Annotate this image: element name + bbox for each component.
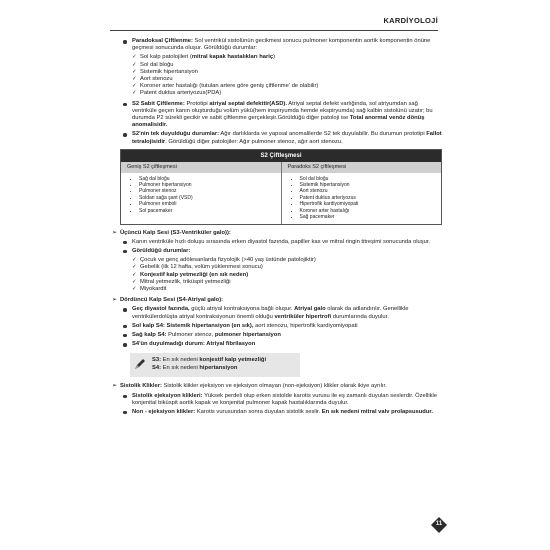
page-number: 11 <box>435 521 443 527</box>
s3-conditions-title: Görüldüğü durumlar: <box>112 248 442 255</box>
list-item: ✓ Sistemik hipertansiyon <box>112 69 442 76</box>
paradoxical-splitting-title: Paradoksal Çiftlenme: <box>132 38 193 44</box>
s4-heading: ➢ Dördüncü Kalp Sesi (S4-Atriyal galo): <box>112 297 442 304</box>
paradoxical-splitting-column <box>281 162 442 223</box>
list-item: ✓ Aort stenozu <box>112 76 442 83</box>
table-cell: • Sistemik hipertansiyon <box>300 182 442 188</box>
table-cell: • Patent duktus arteriyozus <box>300 195 442 201</box>
list-item: ✓ Patent duktus arteriyozus(PDA) <box>112 90 442 97</box>
table-title: S2 Çiftleşmesi <box>121 150 441 162</box>
table-cell: • Pulmoner hipertansiyon <box>139 182 281 188</box>
page-number-badge <box>431 517 447 533</box>
table-cell: • Sağ pacemaker <box>300 214 442 220</box>
paradoxical-splitting-paragraph <box>112 38 442 52</box>
single-s2-title: S2'nin tek duyulduğu durumlar: <box>132 131 220 138</box>
list-item: ✓ Konjestif kalp yetmezliği (en sık neden) <box>112 272 442 279</box>
paradoxical-splitting-text: Sol ventrikül sistolünün gecikmesi sonucu pulmoner komponentin aortik komponentin önüne geçmesi sonucunda oluşur. Görüldüğü durumlar: <box>132 38 431 52</box>
list-item: ✓ Miyokardit <box>112 286 442 293</box>
list-item: ✓ Çocuk ve genç adölesanlarda fizyolojik (>40 yaş üstünde patolojiktir) <box>112 257 442 264</box>
callout-line-s4: S4: En sık nedeni hipertansiyon <box>152 365 238 372</box>
non-ejection-clicks-paragraph: Non - ejeksiyon klikler: Karotis vurusundan sonra duyulan sistolik seslir. En sık nedeni mitral valv prolapsusudur. <box>112 409 442 416</box>
fixed-splitting-title: S2 Sabit Çiftlenme: <box>132 100 185 107</box>
single-s2-paragraph: S2'nin tek duyulduğu durumlar: Ağır darlıklarda ve yapısal anomalilerde S2 tek duyulabilir. Bu durumun prototipi Fallot tetralojisidir. Görüldüğü diğer patolojiler: Ağır pulmoner stenoz, ağır aort stenozu. <box>112 131 442 145</box>
table-cell: • Sol pacemaker <box>139 208 281 214</box>
s3-paragraph: Kanın ventriküle hızlı doluşu sırasında erken diyastol fazında, papiller kas ve mitral ringin titreşimi sonucunda oluşur. <box>112 239 442 246</box>
pen-icon <box>133 357 147 371</box>
list-item: Sol kalp S4: Sistemik hipertansiyon (en sık), aort stenozu, hipertrofik kardiyomiyopati <box>112 323 442 330</box>
s2-splitting-table <box>120 149 442 225</box>
callout-line-s3: S3: En sık nedeni konjestif kalp yetmezliği <box>152 357 267 364</box>
list-item: Sağ kalp S4: Pulmoner stenoz, pulmoner hipertansiyon <box>112 332 442 339</box>
table-cell: • Pulmoner emboli <box>139 201 281 207</box>
table-column-header: Paradoks S2 çiftleşmesi <box>282 162 442 172</box>
header-title: KARDİYOLOJİ <box>383 16 438 25</box>
s3-heading: ➢ Üçüncü Kalp Sesi (S3-Ventriküler galo)): <box>112 230 442 237</box>
ejection-clicks-paragraph: Sistolik ejeksiyon klikleri: Yüksek perdeli olup erken sistolde karotis vurusu ile eş zamanlı duyulan seslerdir. Özellikle konjenital biküspit aortik kapak ve konjenital pulmoner kapak hastalıklarında duyulur. <box>112 393 442 407</box>
list-item: ✓ Sol kalp patolojileri (mitral kapak hastalıkları hariç) <box>112 54 442 61</box>
page-content <box>112 38 442 418</box>
list-item: ✓ Sol dal bloğu <box>112 62 442 69</box>
table-column-header: Geniş S2 çiftleşmesi <box>121 162 281 172</box>
list-item: S4'ün duyulmadığı durum: Atriyal fibrilasyon <box>112 341 442 348</box>
table-cell: • Koroner arter hastalığı <box>300 208 442 214</box>
table-cell: • Hipertrofik kardiyomiyopati <box>300 201 442 207</box>
s4-paragraph: Geç diyastol fazında, güçlü atriyal kontraksiyona bağlı oluşur. Atriyal galo olarak da adlandırılır. Genellikle ventrikülerdolüşta atriyal kontraksiyonun önemli olduğu ventriküler hipertrofi durumlarında duyulur. <box>112 306 442 320</box>
page-header <box>110 14 438 31</box>
wide-splitting-column <box>121 162 281 223</box>
list-item: ✓ Mitral yetmezlik, triküspit yetmezliği <box>112 279 442 286</box>
table-cell: • Aort stenozu <box>300 188 442 194</box>
fixed-splitting-paragraph: S2 Sabit Çiftlenme: Prototipi atriyal septal defekttir(ASD). Atriyal septal defekt varlığında, sol atriyumdan sağ ventriküle geçen kanın oluşturduğu volüm yükü(hem inspiryumda hemde ekspiryumda) sağ kalbin sistolünü uzatır; bu durumda P2 sürekli gecikir ve sabit çiftlenme gerçekleşir.Görüldüğü diğer patoloji ise Total anormal venöz dönüş anomalisidir. <box>112 101 442 130</box>
table-cell: • Sağ dal bloğu <box>139 176 281 182</box>
table-cell: • Sol dal bloğu <box>300 176 442 182</box>
table-cell: • Pulmoner stenoz <box>139 188 281 194</box>
systolic-clicks-heading: ➢ Sistolik Klikler: Sistolik klikler ejeksiyon ve ejeksiyon olmayan (non-ejeksiyon) klikler olarak ikiye ayrılır. <box>112 383 442 390</box>
note-callout <box>130 353 300 377</box>
table-cell: • Soldan sağa şant (VSD) <box>139 195 281 201</box>
list-item: ✓ Gebelik (ilk 12 hafta, volüm yüklenmesi sonucu) <box>112 264 442 271</box>
list-item: ✓ Koroner arter hastalığı (tutulan artere göre geniş çiftlenme' de olabilir) <box>112 83 442 90</box>
